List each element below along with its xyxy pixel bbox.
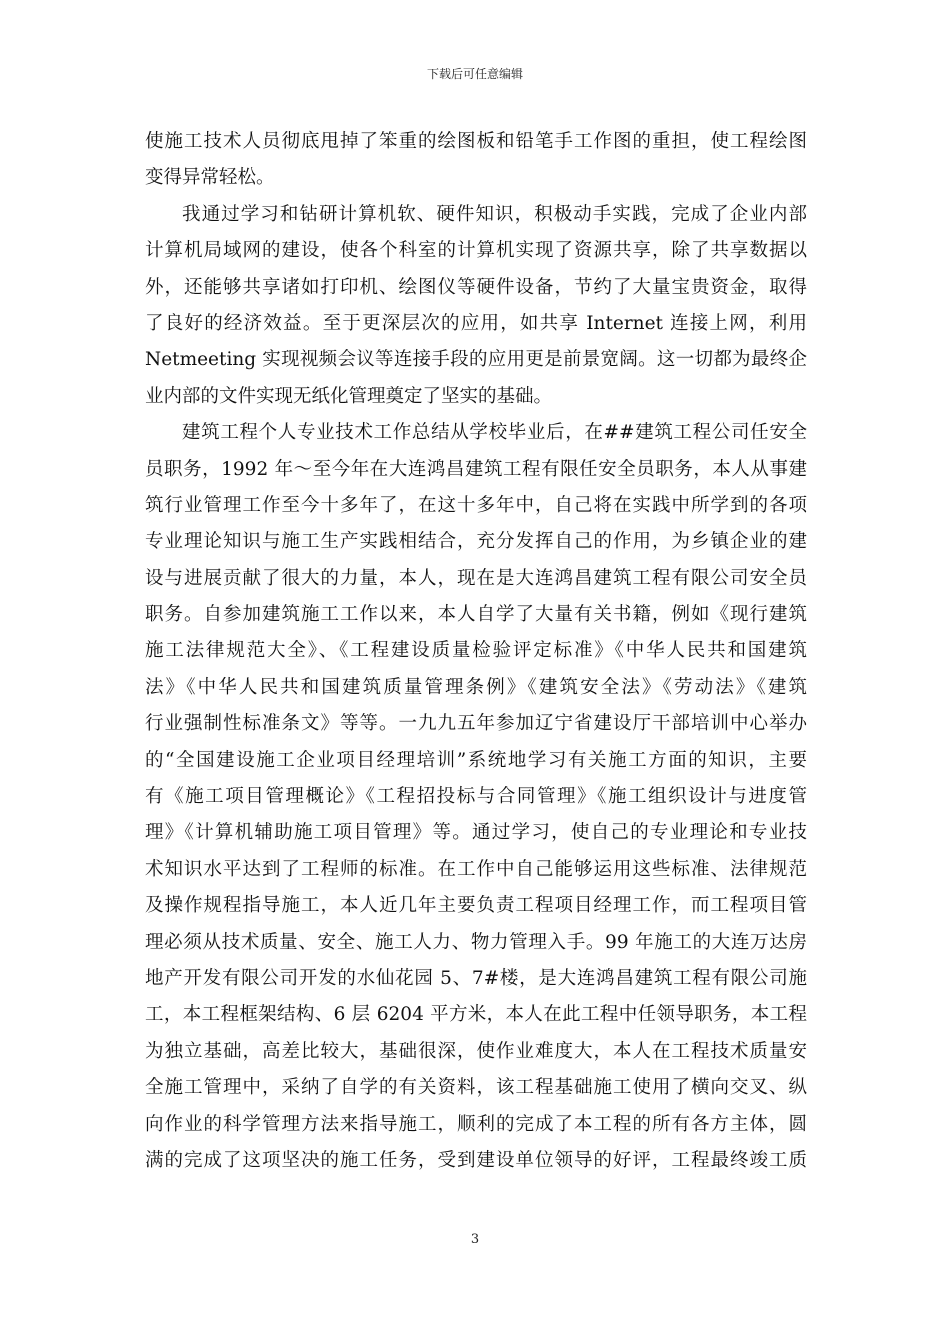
text-line: 的“全国建设施工企业项目经理培训”系统地学习有关施工方面的知识，主要 [145,749,807,771]
text-line: 筑行业管理工作至今十多年了，在这十多年中，自己将在实践中所学到的各项 [145,494,807,516]
text-line: 全施工管理中，采纳了自学的有关资料，该工程基础施工使用了横向交叉、纵 [145,1077,807,1099]
text-line: 法》《中华人民共和国建筑质量管理条例》《建筑安全法》《劳动法》《建筑 [145,676,807,698]
text-line: 计算机局域网的建设，使各个科室的计算机实现了资源共享，除了共享数据以 [145,240,807,262]
text-line: Netmeeting 实现视频会议等连接手段的应用更是前景宽阔。这一切都为最终企 [145,349,807,371]
text-line: 行业强制性标准条文》等等。一九九五年参加辽宁省建设厅干部培训中心举办 [145,713,807,735]
text-line: 专业理论知识与施工生产实践相结合，充分发挥自己的作用，为乡镇企业的建 [145,531,807,553]
text-line: 我通过学习和钻研计算机软、硬件知识，积极动手实践，完成了企业内部 [182,203,807,225]
page-number: 3 [470,1232,480,1247]
text-line: 变得异常轻松。 [145,167,275,189]
text-line: 工，本工程框架结构、6 层 6204 平方米，本人在此工程中任领导职务，本工程 [145,1004,807,1026]
text-line: 使施工技术人员彻底甩掉了笨重的绘图板和铅笔手工作图的重担，使工程绘图 [145,131,807,152]
text-line: 理》《计算机辅助施工项目管理》等。通过学习，使自己的专业理论和专业技 [145,822,807,844]
text-line: 理必须从技术质量、安全、施工人力、物力管理入手。99 年施工的大连万达房 [145,931,807,953]
text-line: 外，还能够共享诸如打印机、绘图仪等硬件设备，节约了大量宝贵资金，取得 [145,276,807,298]
text-line: 施工法律规范大全》、《工程建设质量检验评定标准》《中华人民共和国建筑 [145,640,807,662]
text-line: 向作业的科学管理方法来指导施工，顺利的完成了本工程的所有各方主体，圆 [145,1113,807,1135]
text-line: 业内部的文件实现无纸化管理奠定了坚实的基础。 [145,385,553,407]
text-line: 满的完成了这项坚决的施工任务，受到建设单位领导的好评，工程最终竣工质 [145,1149,807,1171]
text-line: 术知识水平达到了工程师的标准。在工作中自己能够运用这些标准、法律规范 [145,858,807,880]
page-header: 下载后可任意编辑 [426,67,523,81]
text-line: 职务。自参加建筑施工工作以来，本人自学了大量有关书籍，例如《现行建筑 [145,604,807,626]
text-line: 为独立基础，高差比较大，基础很深，使作业难度大，本人在工程技术质量安 [145,1040,807,1062]
text-line: 了良好的经济效益。至于更深层次的应用，如共享 Internet 连接上网，利用 [145,312,807,334]
text-line: 建筑工程个人专业技术工作总结从学校毕业后，在##建筑工程公司任安全 [182,422,807,444]
text-line: 设与进展贡献了很大的力量，本人，现在是大连鸿昌建筑工程有限公司安全员 [145,567,807,589]
text-line: 及操作规程指导施工，本人近几年主要负责工程项目经理工作，而工程项目管 [145,895,807,917]
document-body [145,124,807,1179]
text-line: 有《施工项目管理概论》《工程招投标与合同管理》《施工组织设计与进度管 [145,786,807,808]
text-line: 地产开发有限公司开发的水仙花园 5、7#楼，是大连鸿昌建筑工程有限公司施 [145,967,807,989]
text-line: 员职务，1992 年～至今年在大连鸿昌建筑工程有限任安全员职务，本人从事建 [145,458,807,480]
